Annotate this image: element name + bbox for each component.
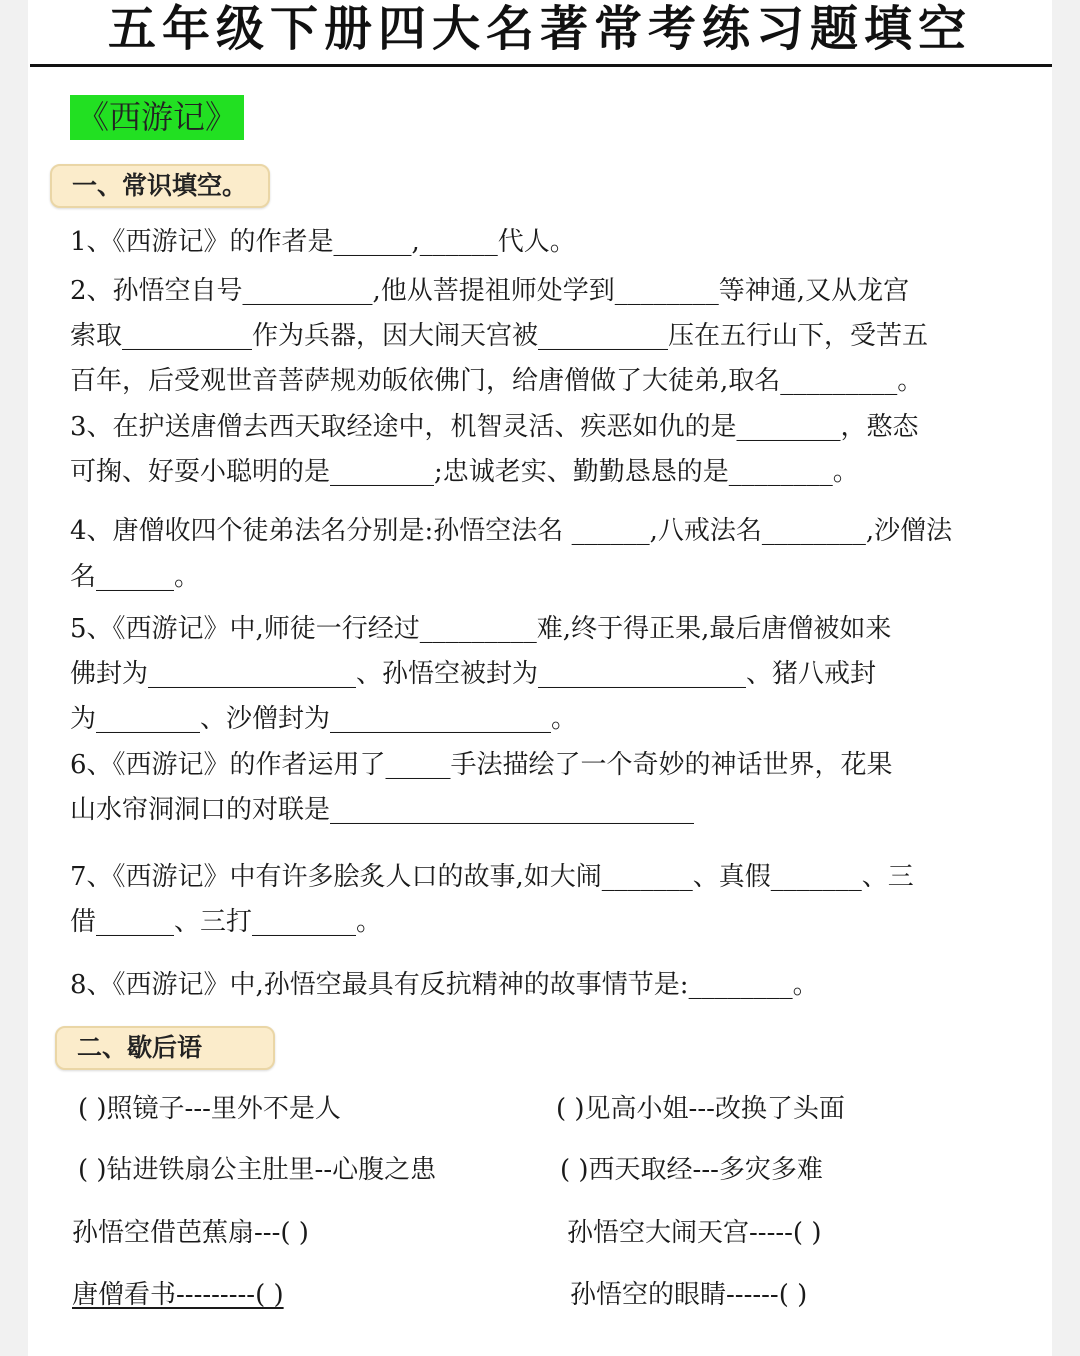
question-line: 佛封为________________、孙悟空被封为________________、猪八戒封 <box>70 659 877 689</box>
question-line: 索取__________作为兵器，因大闹天宫被__________压在五行山下，受苦五 <box>70 321 929 351</box>
xiehouyu-item: 孙悟空大闹天宫-----( ) <box>567 1218 822 1248</box>
xiehouyu-item: 唐僧看书---------( ) <box>72 1280 284 1310</box>
question-line: 山水帘洞洞口的对联是____________________________ <box>70 795 695 825</box>
question-line: 3、在护送唐僧去西天取经途中，机智灵活、疾恶如仇的是________，憨态 <box>70 412 919 442</box>
xiehouyu-item: 孙悟空借芭蕉扇---( ) <box>72 1218 309 1248</box>
question-line: 4、唐僧收四个徒弟法名分别是:孙悟空法名 ______,八戒法名________,沙僧法 <box>70 516 953 546</box>
question-line: 名______。 <box>70 562 201 592</box>
question-line: 可掬、好耍小聪明的是________;忠诚老实、勤勤恳恳的是________。 <box>70 457 859 487</box>
xiehouyu-item: ( )照镜子---里外不是人 <box>78 1094 341 1124</box>
title-divider <box>30 64 1052 67</box>
question-line: 7、《西游记》中有许多脍炙人口的故事,如大闹_______、真假_______、三 <box>70 862 914 892</box>
page-title: 五年级下册四大名著常考练习题填空 <box>107 1 972 57</box>
question-line: 2、孙悟空自号__________,他从菩提祖师处学到________等神通,又从龙宫 <box>70 276 910 306</box>
book-title-tag: 《西游记》 <box>70 95 244 140</box>
section-heading-xiehouyu: 二、歇后语 <box>55 1026 275 1070</box>
question-line: 6、《西游记》的作者运用了_____手法描绘了一个奇妙的神话世界，花果 <box>70 750 893 780</box>
xiehouyu-item: 孙悟空的眼睛------( ) <box>570 1280 808 1310</box>
question-line: 8、《西游记》中,孙悟空最具有反抗精神的故事情节是:________。 <box>70 970 819 1000</box>
xiehouyu-item: ( )见高小姐---改换了头面 <box>556 1094 845 1124</box>
xiehouyu-item: ( )西天取经---多灾多难 <box>560 1155 823 1185</box>
question-line: 为________、沙僧封为_________________。 <box>70 704 578 734</box>
question-line: 5、《西游记》中,师徒一行经过_________难,终于得正果,最后唐僧被如来 <box>70 614 892 644</box>
xiehouyu-item: ( )钻进铁扇公主肚里--心腹之患 <box>78 1155 437 1185</box>
question-line: 百年，后受观世音菩萨规劝皈依佛门，给唐僧做了大徒弟,取名_________。 <box>70 366 924 396</box>
question-line: 借______、三打________。 <box>70 907 383 937</box>
section-heading-knowledge: 一、常识填空。 <box>50 164 270 208</box>
question-line: 1、《西游记》的作者是______,______代人。 <box>70 227 576 257</box>
